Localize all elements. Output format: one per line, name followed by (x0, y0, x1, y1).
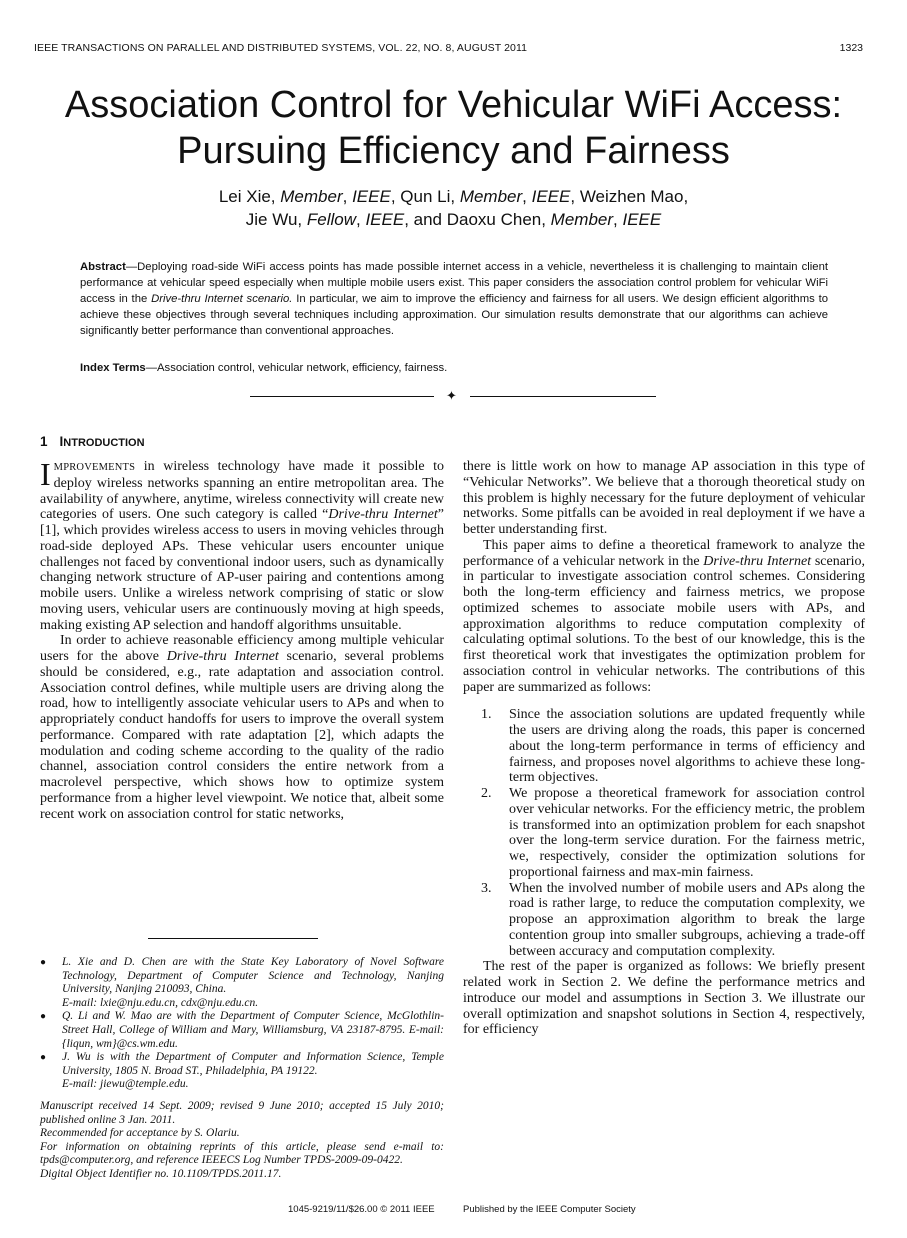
intro-paragraph-2 (40, 633, 444, 822)
author-line-1: Lei Xie, Member, IEEE, Qun Li, Member, IEEE, Weizhen Mao, (218, 187, 689, 206)
paragraph-italic: Drive-thru Internet (328, 507, 438, 523)
paragraph-text: in wireless technology have made it possible to deploy wireless networks spanning an entire metropolitan area. The availability of anywhere, anytime, wireless connectivity will create new categories of users. One such category is called “ (40, 459, 444, 523)
received-dates: Manuscript received 14 Sept. 2009; revised 9 June 2010; accepted 15 July 2010; published online 3 Jan. 2011. (40, 1099, 444, 1126)
affiliation-item (40, 1051, 444, 1092)
affiliation-email: E-mail: lxie@nju.edu.cn, cdx@nju.edu.cn. (62, 996, 259, 1009)
lead-word: MPROVEMENTS (53, 462, 136, 473)
list-marker: 3. (481, 880, 492, 896)
abstract-text: —Deploying road-side WiFi access points has made possible internet access in a vehicle, nevertheless it is challenging to maintain client performance at vehicular speed especially when multiple mobile users exist. This paper considers the association control problem for vehicular WiFi access in the (80, 261, 828, 305)
abstract-label: Abstract (80, 261, 126, 273)
intro-paragraph-1 (40, 456, 444, 633)
author-role: Fellow (306, 210, 356, 229)
paragraph-italic: Drive-thru Internet (166, 649, 279, 664)
list-item-text: Since the association solutions are updated frequently while the users are driving along the roads, this paper is concerned about the long-term performance in terms of efficiency and fairness, and proposes novel algorithms to achieve these long-term objectives. (509, 707, 865, 786)
section-title: NTRODUCTION (63, 437, 145, 449)
affiliation-text: L. Xie and D. Chen are with the State Key Laboratory of Novel Software Technology, Department of Computer Science and Technology, Nanjing University, Nanjing 210093, China. (62, 956, 444, 996)
author-name: , Weizhen Mao, (570, 187, 689, 206)
author-role: Member (550, 210, 614, 229)
drop-cap: I (40, 456, 51, 492)
section-title-initial: I (59, 434, 64, 449)
reprints-info: For information on obtaining reprints of this article, please send e-mail to: tpds@computer.org, and reference IEEECS Log Number TPDS-2009-09-0422. (40, 1140, 444, 1167)
author-line-2: Jie Wu, Fellow, IEEE, and Daoxu Chen, Member, IEEE (245, 210, 662, 229)
bullet-icon: ● (40, 1011, 47, 1023)
intro-paragraph-5: The rest of the paper is organized as follows: We briefly present related work in Section 2. We define the performance metrics and introduce our model and assumptions in Section 3. We illustrate our overall optimization and snapshot solutions in Section 4, respectively, for efficiency (463, 959, 865, 1038)
list-marker: 1. (481, 707, 492, 723)
publisher-footer: Published by the IEEE Computer Society (463, 1204, 636, 1215)
left-column (40, 456, 444, 822)
index-terms (80, 362, 828, 374)
abstract-text: In particular, we aim to improve the efficiency and fairness for all users. We design efficient algorithms to achieve these objectives through several techniques including approximation. Our simulation results demonstrate that our algorithms can achieve significantly better performance than conventional approaches. (80, 292, 828, 337)
separator-line-left (250, 396, 434, 397)
author-name: , Qun Li, (390, 187, 460, 206)
doi: Digital Object Identifier no. 10.1109/TPDS.2011.17. (40, 1167, 282, 1180)
list-item-text: When the involved number of mobile users and APs along the road is rather large, to reduce the computation complexity, we propose an approximation algorithm to break the large contention group into smaller subgroups, achieving a trade-off between accuracy and computation complexity. (509, 880, 865, 959)
title-line-2: Pursuing Efficiency and Fairness (177, 130, 730, 172)
affiliation-text: J. Wu is with the Department of Computer and Information Science, Temple University, 1805 N. Broad ST., Philadelphia, PA 19122. (62, 1051, 444, 1077)
recommended-by: Recommended for acceptance by S. Olariu. (40, 1127, 240, 1140)
intro-paragraph-3: there is little work on how to manage AP association in this type of “Vehicular Networks”. We believe that a thorough theoretical study on this problem is highly necessary for the future deployment of vehicular networks. Some pitfalls can be avoided in real deployment if we have a better understanding first. (463, 459, 865, 537)
list-item (463, 707, 865, 786)
copyright-footer: 1045-9219/11/$26.00 © 2011 IEEE (288, 1204, 435, 1215)
author-role: Member (280, 187, 343, 206)
abstract (80, 260, 828, 340)
footnote-rule (148, 938, 318, 939)
paragraph-text: scenario, several problems should be considered, e.g., rate adaptation and association control. Association control defines, while multiple users are driving along the road, how to intelligently associate vehicular users to APs and when to appropriately conduct handoffs for users to improve the overall system performance. Compared with rate adaptation [2], which adapts the modulation and coding scheme according to the quality of the radio channel, association control considers the entire network from a macrolevel perspective, which shows how to optimize system performance from a higher level viewpoint. We notice that, albeit some recent work on association control for static networks, (40, 649, 444, 822)
footnotes (40, 956, 444, 1182)
author-name: , and Daoxu Chen, (404, 210, 551, 229)
separator-line-right (470, 396, 656, 397)
running-header: IEEE TRANSACTIONS ON PARALLEL AND DISTRIBUTED SYSTEMS, VOL. 22, NO. 8, AUGUST 2011 (34, 42, 528, 54)
paragraph-text: scenario, in particular to investigate association control schemes. Considering both the long-term efficiency and fairness metrics, we propose optimized schemes to associate mobile users with APs, and approximation algorithms to reduce computation complexity of calculating optimal solutions. To the best of our knowledge, this is the first theoretical work that investigates the optimization problem for association control in vehicular networks. The contributions of this paper are summarized as follows: (463, 553, 865, 695)
author-org: IEEE (365, 210, 405, 229)
list-item (463, 881, 865, 960)
affiliation-email: E-mail: jiewu@temple.edu. (62, 1078, 189, 1091)
manuscript-info (40, 1100, 444, 1182)
title-line-1: Association Control for Vehicular WiFi Access: (64, 84, 843, 126)
author-org: IEEE (352, 187, 391, 206)
author-role: Member (459, 187, 523, 206)
abstract-text-italic: Drive-thru Internet scenario. (151, 292, 293, 305)
index-terms-text: —Association control, vehicular network, efficiency, fairness. (145, 362, 448, 374)
paragraph-text: In order to achieve reasonable efficiency among multiple vehicular users for the above (40, 633, 444, 664)
list-marker: 2. (481, 786, 492, 801)
section-number: 1 (40, 434, 48, 449)
index-terms-label: Index Terms (80, 362, 146, 374)
author-org: IEEE (531, 187, 571, 206)
author-name: Lei Xie, (218, 187, 281, 206)
list-item-text: We propose a theoretical framework for association control over vehicular networks. For the efficiency metric, the problem is transformed into an optimization problem for each snapshot over the long-term service duration. For the fairness metric, we, respectively, consider the optimization solutions for proportional fairness and max-min fairness. (509, 786, 865, 880)
right-column (463, 459, 865, 1038)
paragraph-italic: Drive-thru Internet (703, 553, 812, 569)
paper-title (20, 82, 887, 174)
affiliation-item (40, 1010, 444, 1051)
bullet-icon: ● (40, 957, 47, 968)
paragraph-text: This paper aims to define a theoretical framework to analyze the performance of a vehicular network in the (463, 537, 865, 569)
page-number: 1323 (839, 42, 863, 54)
affiliation-item (40, 956, 444, 1010)
affiliation-text: Q. Li and W. Mao are with the Department of Computer Science, McGlothlin-Street Hall, College of William and Mary, Williamsburg, VA 23187-8795. E-mail: {liqun, wm}@cs.wm.edu. (62, 1010, 444, 1050)
paragraph-text: ” [1], which provides wireless access to users in moving vehicles through road-side deployed APs. These vehicular users encounter unique challenges not faced by conventional indoor users, such as dynamically changing network structure of AP-user pairing and contentions among mobile users. Unlike a wireless network comprising of static or slow moving users, vehicular users are continuously moving at high speeds, making existing AP selection and handoff algorithms unsuitable. (40, 507, 444, 633)
separator-diamond-icon: ✦ (446, 388, 457, 403)
bullet-icon: ● (40, 1052, 47, 1064)
author-list (20, 185, 887, 231)
section-heading (40, 434, 145, 449)
author-org: IEEE (622, 210, 662, 229)
affiliation-list (40, 956, 444, 1092)
contributions-list (463, 707, 865, 959)
author-name: Jie Wu, (245, 210, 307, 229)
intro-paragraph-4 (463, 538, 865, 696)
list-item (463, 786, 865, 881)
